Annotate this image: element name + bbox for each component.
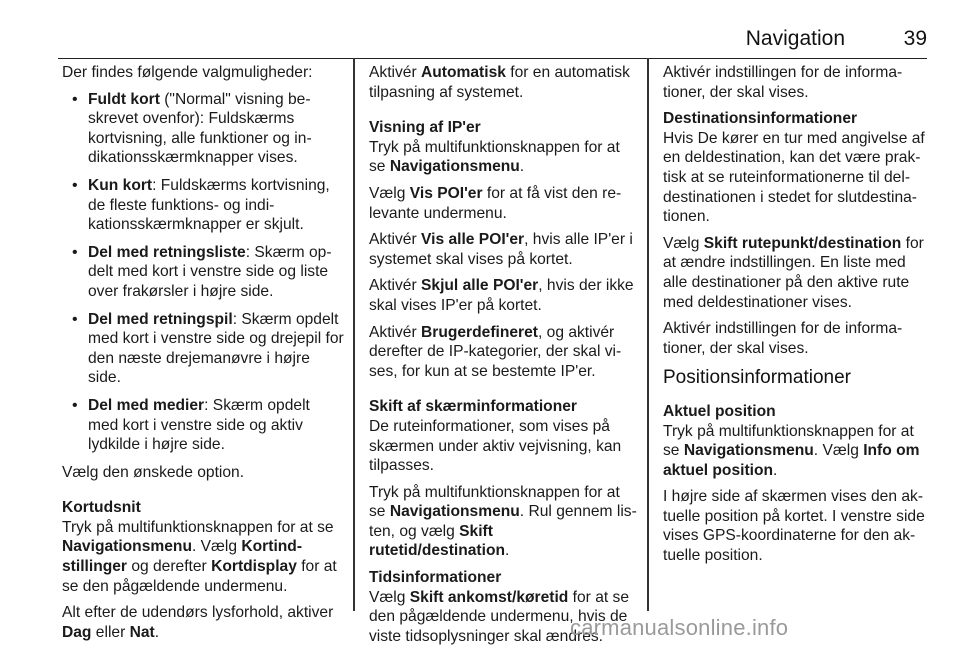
- section-heading: Aktuel position: [663, 402, 776, 420]
- paragraph: Tryk på multifunktionsknappen for at se Navigationsmenu. Vælg Info om aktuel position.: [663, 422, 920, 479]
- section-title: Positionsinformationer: [663, 367, 851, 389]
- paragraph: Tryk på multifunktionsknappen for at se Navigationsmenu.: [369, 138, 620, 176]
- column-2: [369, 63, 637, 653]
- paragraph: Tryk på multifunktionsknappen for at se Navigationsmenu. Rul gennem listen, og vælg Skift rutetid/destination.: [369, 483, 637, 560]
- section-heading: Tidsinformationer: [369, 569, 502, 587]
- paragraph: Aktivér Vis alle POI'er, hvis alle IP'er i systemet skal vises på kortet.: [369, 231, 633, 268]
- list-item: • Kun kort: Fuldskærms kortvisning, de fleste funktions- og indikationsskærmknapper er skjult.: [62, 176, 344, 235]
- section-heading: Skift af skærminformationer: [369, 398, 577, 416]
- paragraph: Aktivér Automatisk for en automatisk tilpasning af systemet.: [369, 64, 630, 101]
- section-heading: Visning af IP'er: [369, 119, 481, 137]
- paragraph: Vælg Skift rutepunkt/destination for at ændre indstillingen. En liste med alle destinationer på den aktive rute med deldestinationer vises.: [663, 234, 924, 311]
- list-item: • Del med retningspil: Skærm opdelt med kort i venstre side og drejepil for den næste drejemanøvre i højre side.: [62, 310, 344, 388]
- paragraph: Aktivér Skjul alle POI'er, hvis der ikke skal vises IP'er på kortet.: [369, 277, 634, 314]
- options-list: [62, 90, 344, 455]
- list-item: • Del med medier: Skærm opdelt med kort i venstre side og aktiv lydkilde i højre side.: [62, 396, 344, 455]
- paragraph: Aktivér indstillingen for de informationer, der skal vises.: [663, 320, 903, 357]
- paragraph: Hvis De kører en tur med angivelse af en deldestination, kan det være praktisk at se ruteinformationerne til deldestinationen i stedet for slutdestinationen.: [663, 129, 925, 226]
- list-item: • Del med retningsliste: Skærm opdelt med kort i venstre side og liste over frakørsler i højre side.: [62, 243, 344, 302]
- paragraph: Aktivér indstillingen for de informationer, der skal vises.: [663, 64, 903, 101]
- page-title: Navigation: [745, 27, 845, 50]
- page-number: 39: [903, 27, 927, 50]
- column-divider: [353, 58, 355, 611]
- page-header: [58, 25, 927, 59]
- paragraph: Alt efter de udendørs lysforhold, aktiver Dag eller Nat.: [62, 604, 334, 641]
- intro-text: Der findes følgende valgmuligheder:: [62, 64, 313, 81]
- column-3: [663, 63, 929, 573]
- column-divider: [647, 58, 649, 611]
- watermark: carmanualsonline.info: [570, 615, 789, 640]
- paragraph: De ruteinformationer, som vises på skærmen under aktiv vejvisning, kan tilpasses.: [369, 417, 622, 475]
- section-heading: Kortudsnit: [62, 499, 141, 517]
- paragraph: Vælg Skift ankomst/køretid for at se den pågældende undermenu, hvis de viste tidsoplysninger skal ændres.: [369, 588, 629, 645]
- section-heading: Destinationsinformationer: [663, 110, 858, 128]
- choose-text: Vælg den ønskede option.: [62, 463, 245, 481]
- paragraph: Tryk på multifunktionsknappen for at se Navigationsmenu. Vælg Kortindstillinger og derefter Kortdisplay for at se den pågældende undermenu.: [62, 518, 337, 595]
- paragraph: I højre side af skærmen vises den aktuelle position på kortet. I venstre side vises GPS-koordinaterne for den aktuelle position.: [663, 488, 925, 565]
- list-item: • Fuldt kort ("Normal" visning beskrevet ovenfor): Fuldskærms kortvisning, alle funktioner og indikationsskærmknapper vises.: [62, 90, 344, 168]
- paragraph: Vælg Vis POI'er for at få vist den relevante undermenu.: [369, 184, 622, 222]
- column-1: [62, 63, 344, 649]
- paragraph: Aktivér Brugerdefineret, og aktivér derefter de IP-kategorier, der skal vises, for kun at se bestemte IP'er.: [369, 323, 622, 380]
